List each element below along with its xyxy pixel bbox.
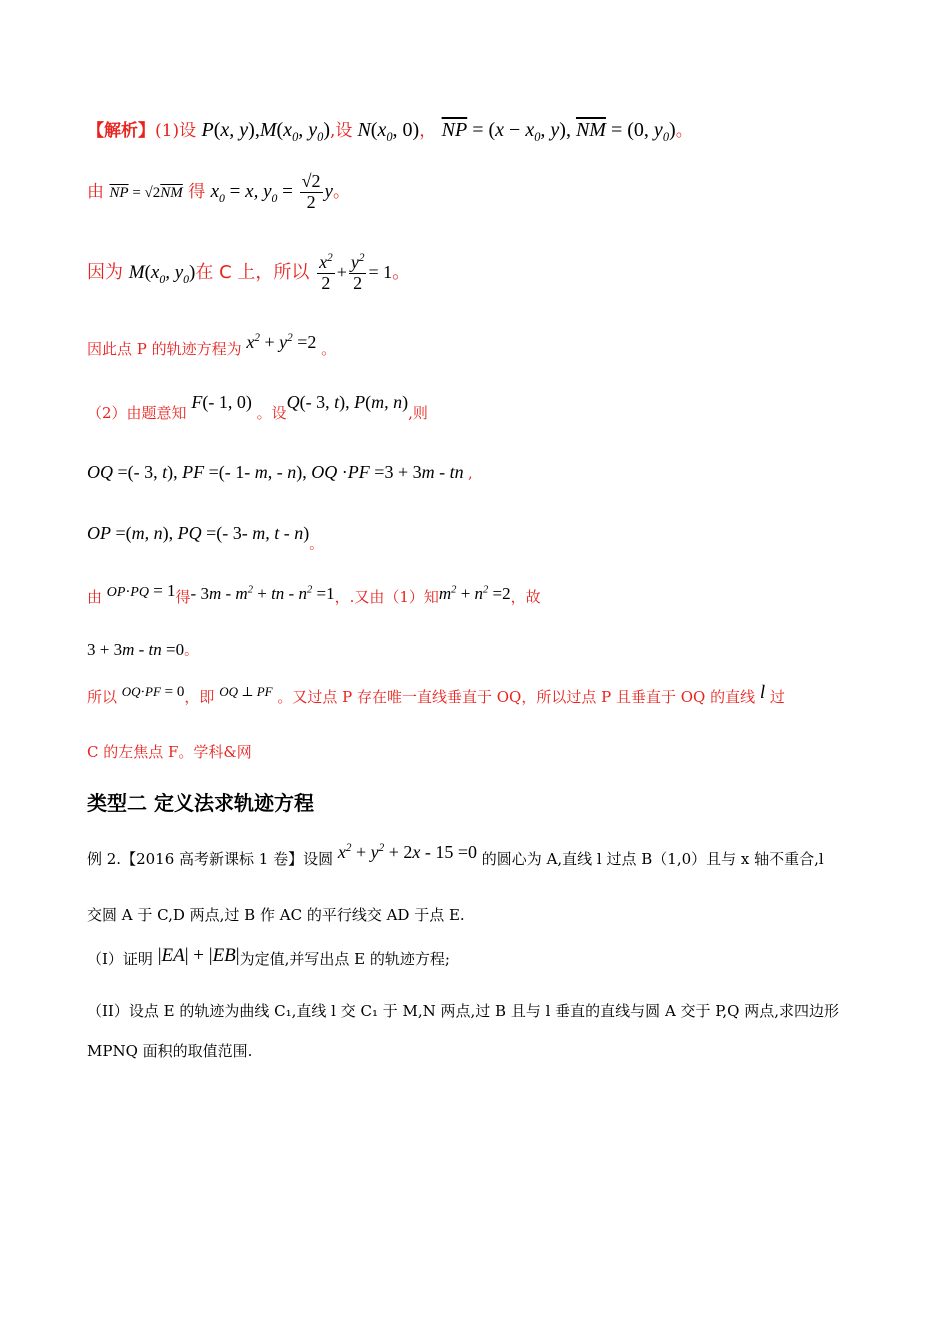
l9-tail: 。: [184, 643, 199, 659]
l4-text: 因此点 P 的轨迹方程为: [87, 340, 242, 358]
solution-line-5: （2）由题意知 F(- 1, 0) 。设Q(- 3, t), P(m, n),则: [87, 392, 428, 422]
l3-tail: 。: [392, 261, 411, 283]
example-mid: 的圆心为 A,直线 l 过点 B（1,0）且与 x 轴不重合,l: [481, 850, 824, 868]
solution-line-4: 因此点 P 的轨迹方程为 $x^2 + y^2 =2$ 。: [87, 332, 337, 358]
solution-line-7: OP =(m, n), PQ =(- 3- m, t - $n)_。$: [87, 523, 324, 553]
l10-ji: ，即: [184, 688, 215, 706]
example-line-1: 例 2.【2016 高考新课标 1 卷】设圆 $x^2 + y^2 + 2x - 15 =0$ 的圆心为 A,直线 l 过点 B（1,0）且与 x 轴不重合,l: [87, 842, 824, 868]
l8-de: 得: [175, 588, 191, 606]
solution-line-8: 由 OP⋅PQ = 1得- $3m - m^2$ + tn - $n^2 =1$，.又由（1）知$m^2 + n^2 =2$，故: [87, 581, 541, 606]
solution-line-6: OQ =(- 3, t), PF =(- 1- m, - n), OQ ·PF =3 + 3m - tn ,: [87, 462, 473, 482]
q1-tail: 为定值,并写出点 E 的轨迹方程;: [239, 950, 450, 968]
l8-youyou: ，.又由（1）知: [334, 588, 439, 606]
l10-guo: 过: [769, 688, 785, 706]
l5-ze: ,则: [408, 404, 428, 422]
question-1: （I）证明 |EA| + |EB|为定值,并写出点 E 的轨迹方程;: [87, 945, 450, 968]
solution-line-1: 【解析】(1)设 P(x, $y),M(x_0$, $y_0$),设 $N(x_0$, 0)， $\overline{NP} = (x - x_0$, y), $\overline{NM} = (0$, $y_0$)。: [87, 119, 693, 144]
l3-yinwei: 因为: [87, 261, 123, 283]
solution-line-3: 因为 $M(x_0$, $y_0$)在 C 上，所以 $\frac{x^2}{2}$ + $\frac{y^2}{2}$ = 1。: [87, 252, 411, 293]
example-line-2: 交圆 A 于 C,D 两点,过 B 作 AC 的平行线交 AD 于点 E.: [87, 906, 465, 924]
l4-tail: 。: [321, 340, 337, 358]
l10-text: 。又过点 P 存在唯一直线垂直于 OQ，所以过点 P 且垂直于 OQ 的直线: [277, 688, 756, 706]
solution-line-11: [87, 741, 252, 762]
section-title: 类型二 定义法求轨迹方程: [87, 791, 314, 815]
l5-label: （2）由题意知: [87, 404, 187, 422]
l2-you: 由: [87, 181, 104, 202]
question-2-line-1: （II）设点 E 的轨迹为曲线 C₁,直线 l 交 C₁ 于 M,N 两点,过 B 且与 l 垂直的直线与圆 A 交于 P,Q 两点,求四边形: [87, 1002, 839, 1020]
math-expr: P: [201, 119, 214, 141]
l8-gu: ，故: [510, 588, 541, 606]
l5-she: 。设: [256, 404, 287, 422]
solution-line-10: 所以 OQ⋅PF = 0，即 OQ ⊥ PF 。又过点 P 存在唯一直线垂直于 OQ，所以过点 P 且垂直于 OQ 的直线 l 过: [87, 682, 785, 706]
solution-line-2: 由 $\overline{NP} = √2\overline{NM}$ 得 $x_0 = x$, $y_0$ = $\frac{√2}{2}$ y。: [87, 171, 350, 212]
l10-suoyi: 所以: [87, 688, 118, 706]
part1-label: (1)设: [155, 121, 197, 141]
example-prefix: 例 2.【2016 高考新课标 1 卷】设圆: [87, 850, 334, 868]
solution-tag: 【解析】: [87, 121, 155, 141]
comma-set: ,设: [330, 121, 353, 141]
l8-you: 由: [87, 588, 103, 606]
l3-zai: 在 C 上，所以: [195, 261, 310, 283]
solution-line-9: 3 + 3m - tn =0。: [87, 640, 199, 659]
l2-de: 得: [188, 181, 206, 202]
l11-text: C 的左焦点 F。学科&网: [87, 743, 252, 761]
q1-label: （I）证明: [87, 950, 153, 968]
p1-tail: 。: [675, 121, 693, 141]
question-2-line-2: MPNQ 面积的取值范围.: [87, 1042, 253, 1060]
